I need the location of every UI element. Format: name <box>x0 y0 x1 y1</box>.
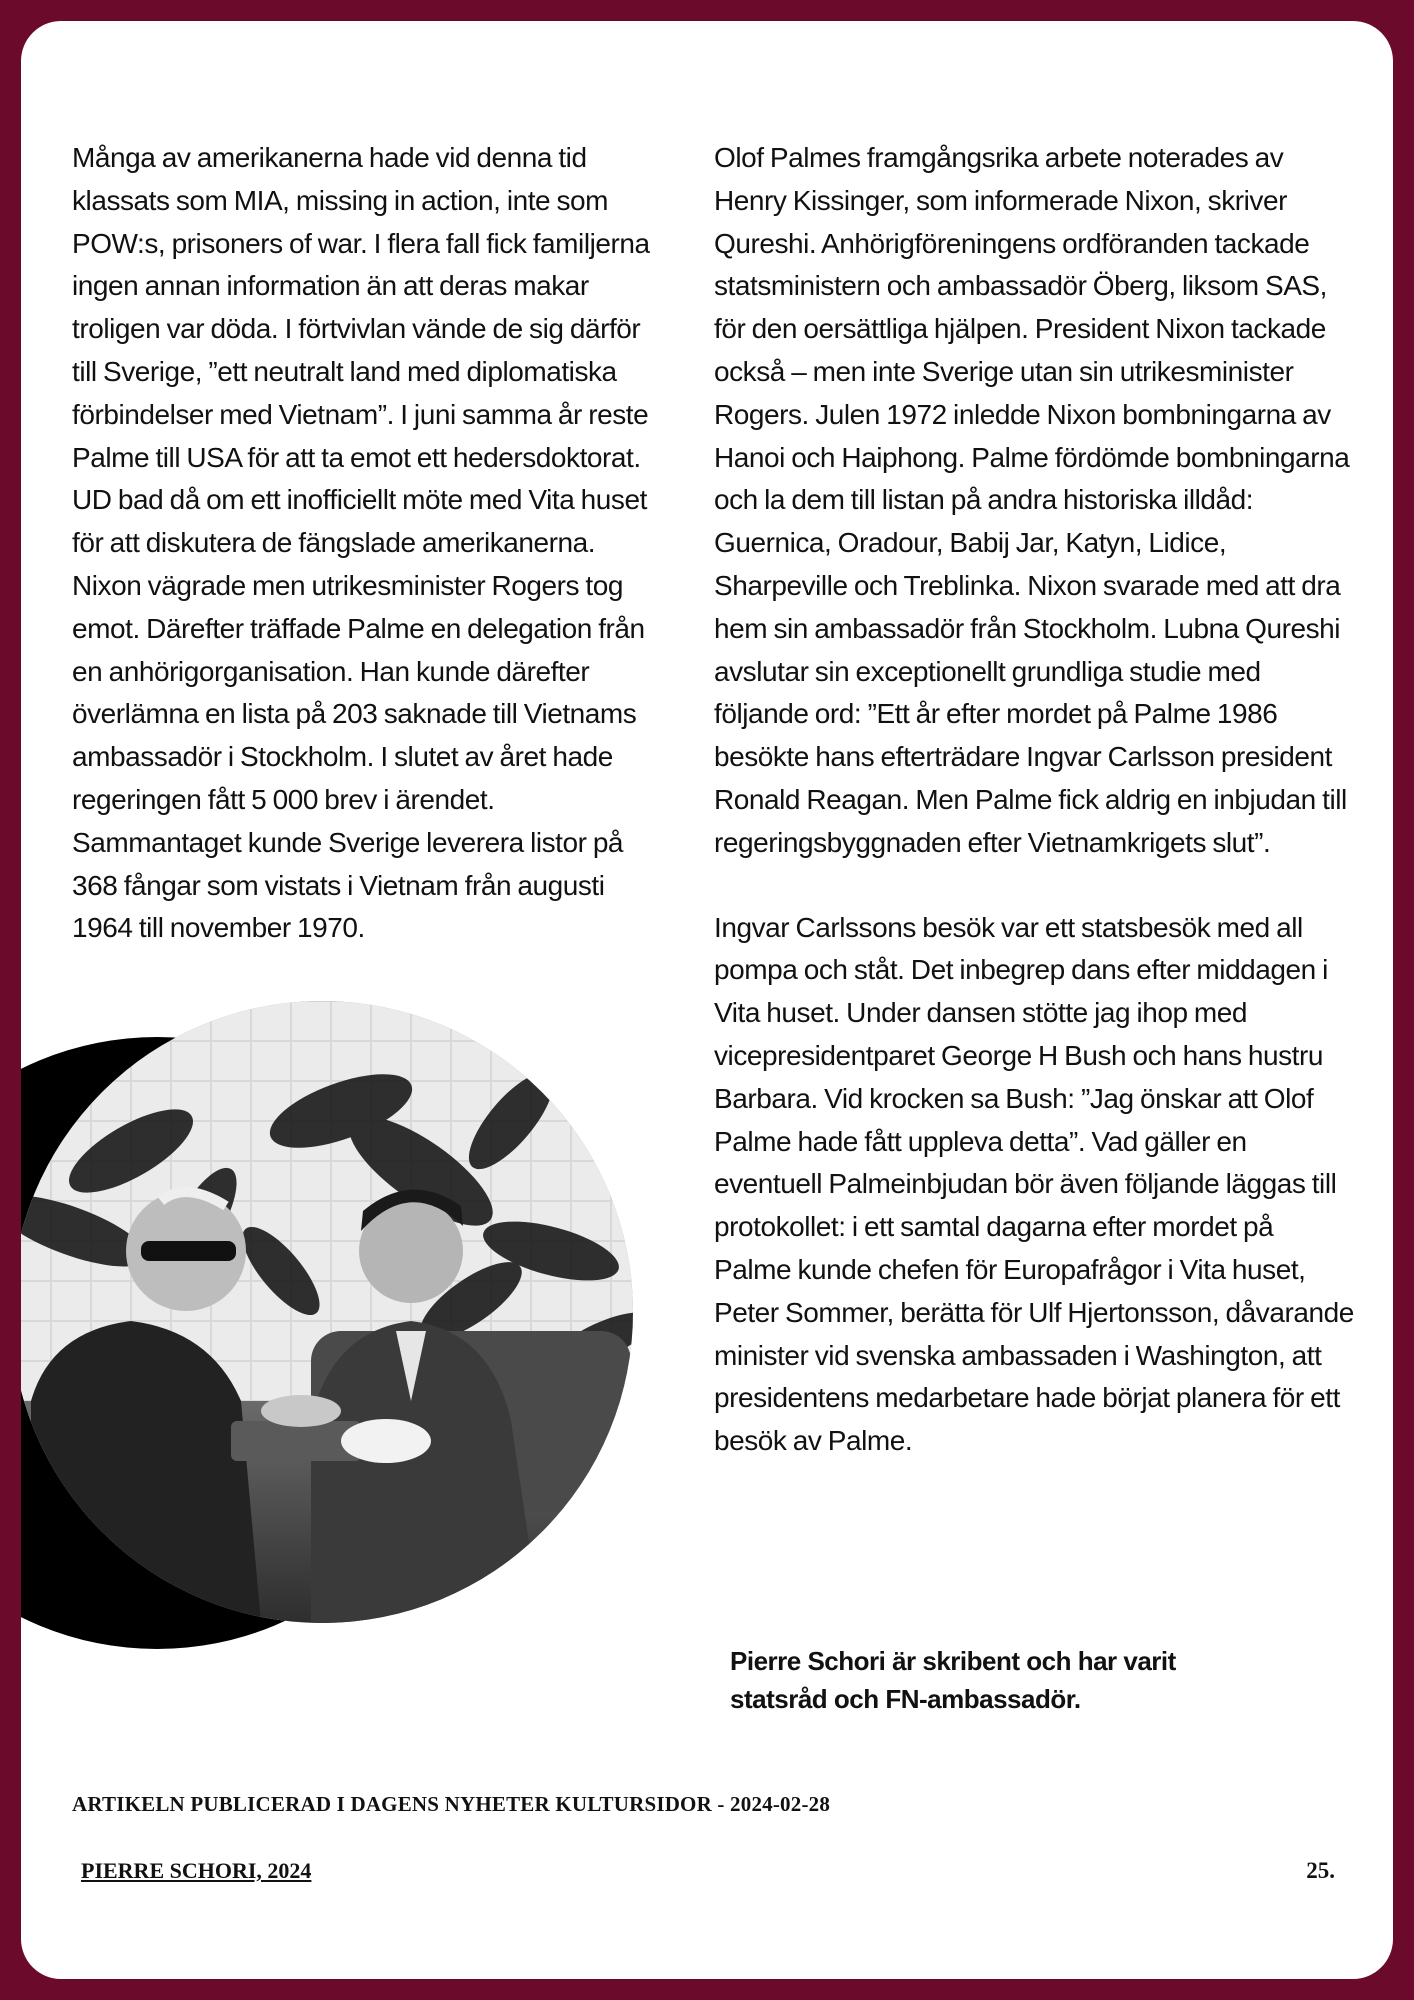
publication-note: ARTIKELN PUBLICERAD I DAGENS NYHETER KULTURSIDOR - 2024-02-28 <box>72 1792 831 1816</box>
footer-author: PIERRE SCHORI, 2024 <box>81 1858 312 1883</box>
photo-illustration <box>21 1001 633 1623</box>
paragraph-left-1: Många av amerikanerna hade vid denna tid klassats som MIA, missing in action, inte som POW:s, prisoners of war. I flera fall fick familjerna ingen annan information än att deras makar troligen var döda. I förtvivlan vände de sig därför till Sverige, ”ett neutralt land med diplomatiska förbindelser med Vietnam”. I juni samma år reste Palme till USA för att ta emot ett hedersdoktorat. UD bad då om ett inofficiellt möte med Vita huset för att diskutera de fängslade amerikanerna. Nixon vägrade men utrikesminister Rogers tog emot. Därefter träffade Palme en delegation från en anhörigorganisation. Han kunde därefter överlämna en lista på 203 saknade till Vietnams ambassadör i Stockholm. I slutet av året hade regeringen fått 5 000 brev i ärendet. Sammantaget kunde Sverige leverera listor på 368 fångar som vistats i Vietnam från augusti 1964 till november 1970. <box>72 142 650 944</box>
photo-image <box>21 1001 633 1623</box>
paragraph-right-2: Ingvar Carlssons besök var ett statsbesök med all pompa och ståt. Det inbegrep dans efter middagen i Vita huset. Under dansen stötte jag ihop med vicepresidentparet George H Bush och hans hustru Barbara. Vid krocken sa Bush: ”Jag önskar att Olof Palme hade fått uppleva detta”. Vad gäller en eventuell Palmeinbjudan bör även följande läggas till protokollet: i ett samtal dagarna efter mordet på Palme kunde chefen för Europafrågor i Vita huset, Peter Sommer, berätta för Ulf Hjertonsson, dåvarande minister vid svenska ambassaden i Washington, att presidentens medarbetare hade börjat planera för ett besök av Palme. <box>714 911 1354 1457</box>
photo-container <box>21 1001 633 1651</box>
author-bio: Pierre Schori är skribent och har varit statsråd och FN-ambassadör. <box>730 1646 1176 1714</box>
article-left-column <box>72 137 662 950</box>
paragraph-right-1: Olof Palmes framgångsrika arbete noterades av Henry Kissinger, som informerade Nixon, skriver Qureshi. Anhörigföreningens ordföranden tackade statsministern och ambassadör Öberg, liksom SAS, för den oersättliga hjälpen. President Nixon tackade också – men inte Sverige utan sin utrikesminister Rogers. Julen 1972 inledde Nixon bombningarna av Hanoi och Haiphong. Palme fördömde bombningarna och la dem till listan på andra historiska illdåd: Guernica, Oradour, Babij Jar, Katyn, Lidice, Sharpeville och Treblinka. Nixon svarade med att dra hem sin ambassadör från Stockholm. Lubna Qureshi avslutar sin exceptionellt grundliga studie med följande ord: ”Ett år efter mordet på Palme 1986 besökte hans efterträdare Ingvar Carlsson president Ronald Reagan. Men Palme fick aldrig en inbjudan till regeringsbyggnaden efter Vietnamkrigets slut”. <box>714 142 1350 858</box>
article-right-column <box>714 137 1354 1463</box>
page-number: 25. <box>1306 1858 1335 1883</box>
page <box>21 21 1393 1979</box>
